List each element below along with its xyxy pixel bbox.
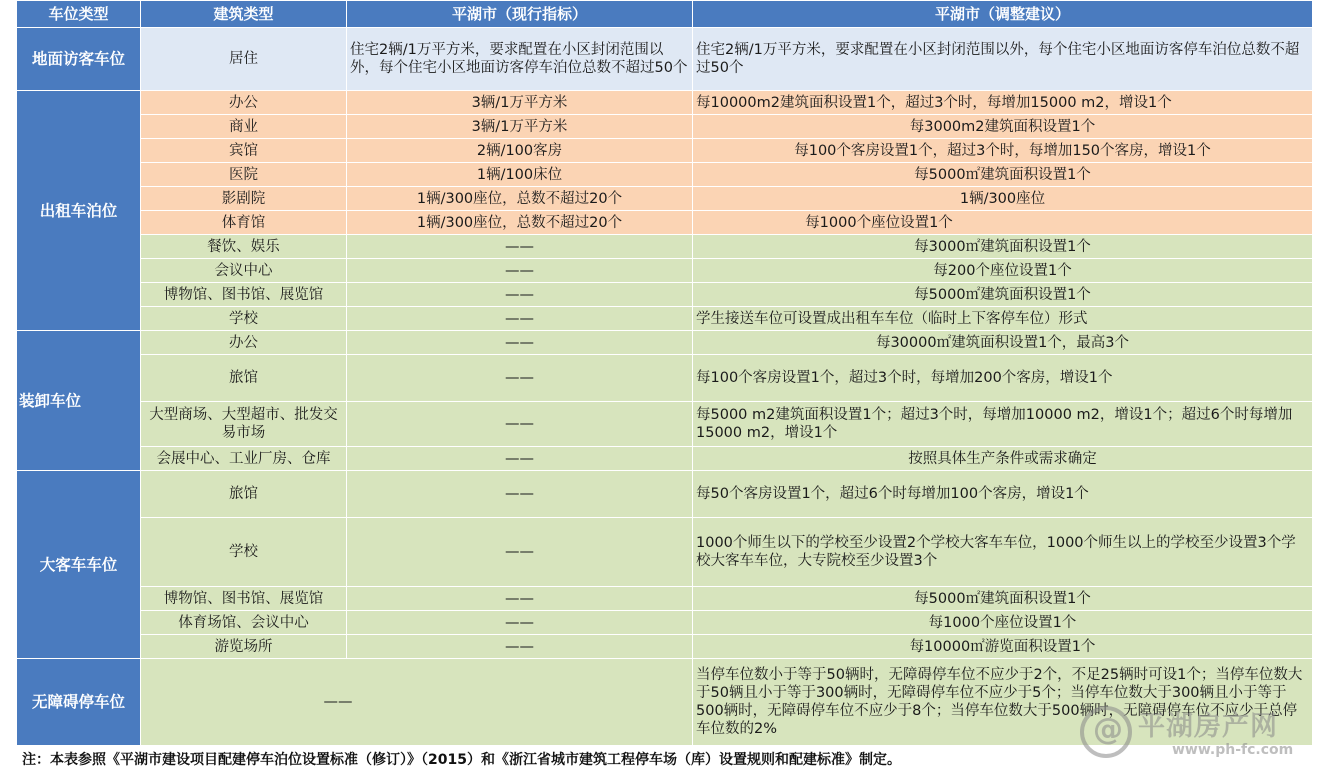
current-standard-cell: —— (347, 402, 693, 447)
proposed-standard-cell: 每10000m2建筑面积设置1个，超过3个时，每增加15000 m2，增设1个 (693, 91, 1313, 115)
proposed-standard-cell: 住宅2辆/1万平方米，要求配置在小区封闭范围以外，每个住宅小区地面访客停车泊位总数不超过50个 (693, 28, 1313, 91)
current-standard-cell: —— (347, 611, 693, 635)
proposed-standard-cell: 每100个客房设置1个，超过3个时，每增加200个客房，增设1个 (693, 355, 1313, 402)
proposed-standard-cell: 每1000个座位设置1个 (693, 611, 1313, 635)
current-standard-cell: —— (347, 307, 693, 331)
proposed-standard-cell: 每5000㎡建筑面积设置1个 (693, 587, 1313, 611)
header-current-standard: 平湖市（现行指标） (347, 1, 693, 28)
watermark (1080, 700, 1330, 764)
table-row (17, 283, 1313, 307)
building-type-cell: 餐饮、娱乐 (141, 235, 347, 259)
table-row (17, 211, 1313, 235)
proposed-standard-cell: 1辆/300座位 (693, 187, 1313, 211)
at-sign-icon: @ (1080, 706, 1132, 758)
category-visitor: 地面访客车位 (17, 28, 141, 91)
category-taxi: 出租车泊位 (17, 91, 141, 331)
proposed-standard-cell: 每3000m2建筑面积设置1个 (693, 115, 1313, 139)
current-standard-cell: —— (347, 331, 693, 355)
current-standard-cell: 2辆/100客房 (347, 139, 693, 163)
building-type-cell: 居住 (141, 28, 347, 91)
current-standard-cell: —— (347, 635, 693, 659)
building-type-cell: 办公 (141, 331, 347, 355)
proposed-standard-cell: 每200个座位设置1个 (693, 259, 1313, 283)
table-row (17, 611, 1313, 635)
building-type-cell: 体育馆 (141, 211, 347, 235)
building-type-cell: 医院 (141, 163, 347, 187)
current-standard-cell: 1辆/300座位，总数不超过20个 (347, 187, 693, 211)
current-standard-cell: —— (347, 587, 693, 611)
building-type-cell: 影剧院 (141, 187, 347, 211)
proposed-standard-cell: 每5000㎡建筑面积设置1个 (693, 163, 1313, 187)
current-standard-cell: 住宅2辆/1万平方米，要求配置在小区封闭范围以外，每个住宅小区地面访客停车泊位总数不超过50个 (347, 28, 693, 91)
building-type-cell: 博物馆、图书馆、展览馆 (141, 283, 347, 307)
proposed-standard-cell: 每5000㎡建筑面积设置1个 (693, 283, 1313, 307)
table-row (17, 139, 1313, 163)
building-type-cell: 宾馆 (141, 139, 347, 163)
proposed-standard-cell: 每30000㎡建筑面积设置1个，最高3个 (693, 331, 1313, 355)
table-row (17, 331, 1313, 355)
table-row (17, 115, 1313, 139)
building-type-cell: 博物馆、图书馆、展览馆 (141, 587, 347, 611)
proposed-standard-cell: 每50个客房设置1个，超过6个时每增加100个客房，增设1个 (693, 471, 1313, 518)
table-row (17, 402, 1313, 447)
building-type-cell: 会展中心、工业厂房、仓库 (141, 447, 347, 471)
current-standard-cell: 3辆/1万平方米 (347, 115, 693, 139)
proposed-standard-cell: 当停车位数小于等于50辆时，无障碍停车位不应少于2个，不足25辆时可设1个；当停车位数大于50辆且小于等于300辆时，无障碍停车位不应少于5个；当停车位数大于300辆且小于等于500辆时，无障碍停车位不应少于8个；当停车位数大于500辆时，无障碍停车位不应少于总停车位数的2% (693, 659, 1313, 746)
proposed-standard-cell: 1000个师生以下的学校至少设置2个学校大客车车位，1000个师生以上的学校至少设置3个学校大客车车位，大专院校至少设置3个 (693, 518, 1313, 587)
table-row (17, 471, 1313, 518)
table-row (17, 355, 1313, 402)
building-type-cell: 学校 (141, 307, 347, 331)
table-row (17, 28, 1313, 91)
table-header-row (17, 1, 1313, 28)
watermark-text: 平湖房产网 (1138, 711, 1278, 742)
header-building-type: 建筑类型 (141, 1, 347, 28)
building-type-cell: 商业 (141, 115, 347, 139)
table-row (17, 91, 1313, 115)
table-row (17, 447, 1313, 471)
building-type-cell: 办公 (141, 91, 347, 115)
table-row (17, 187, 1313, 211)
table-row (17, 635, 1313, 659)
building-type-cell: 学校 (141, 518, 347, 587)
proposed-standard-cell: 每3000㎡建筑面积设置1个 (693, 235, 1313, 259)
current-standard-cell: —— (141, 659, 693, 746)
building-type-cell: 旅馆 (141, 471, 347, 518)
proposed-standard-cell: 每100个客房设置1个，超过3个时，每增加150个客房，增设1个 (693, 139, 1313, 163)
header-space-type: 车位类型 (17, 1, 141, 28)
current-standard-cell: 1辆/100床位 (347, 163, 693, 187)
table-row (17, 307, 1313, 331)
table-row (17, 587, 1313, 611)
current-standard-cell: 1辆/300座位，总数不超过20个 (347, 211, 693, 235)
current-standard-cell: —— (347, 355, 693, 402)
watermark-url: www.ph-fc.com (1172, 742, 1294, 758)
current-standard-cell: —— (347, 447, 693, 471)
category-loading: 装卸车位 (17, 331, 141, 471)
table-footnote: 注：本表参照《平湖市建设项目配建停车泊位设置标准（修订）》（2015）和《浙江省城市建筑工程停车场（库）设置规则和配建标准》制定。 (22, 752, 901, 768)
building-type-cell: 游览场所 (141, 635, 347, 659)
current-standard-cell: —— (347, 518, 693, 587)
current-standard-cell: —— (347, 471, 693, 518)
current-standard-cell: —— (347, 259, 693, 283)
category-accessible: 无障碍停车位 (17, 659, 141, 746)
proposed-standard-cell: 按照具体生产条件或需求确定 (693, 447, 1313, 471)
building-type-cell: 体育场馆、会议中心 (141, 611, 347, 635)
table-row (17, 259, 1313, 283)
proposed-standard-cell: 学生接送车位可设置成出租车车位（临时上下客停车位）形式 (693, 307, 1313, 331)
table-row (17, 163, 1313, 187)
proposed-standard-cell: 每10000㎡游览面积设置1个 (693, 635, 1313, 659)
header-proposed-standard: 平湖市（调整建议） (693, 1, 1313, 28)
building-type-cell: 会议中心 (141, 259, 347, 283)
building-type-cell: 大型商场、大型超市、批发交易市场 (141, 402, 347, 447)
current-standard-cell: —— (347, 283, 693, 307)
table-row (17, 518, 1313, 587)
parking-standard-table-container (16, 0, 1312, 746)
current-standard-cell: 3辆/1万平方米 (347, 91, 693, 115)
category-coach: 大客车车位 (17, 471, 141, 659)
proposed-standard-cell: 每5000 m2建筑面积设置1个；超过3个时，每增加10000 m2，增设1个；超过6个时每增加15000 m2，增设1个 (693, 402, 1313, 447)
proposed-standard-cell: 每1000个座位设置1个 (693, 211, 1313, 235)
parking-standard-table (16, 0, 1313, 746)
building-type-cell: 旅馆 (141, 355, 347, 402)
table-row (17, 235, 1313, 259)
current-standard-cell: —— (347, 235, 693, 259)
